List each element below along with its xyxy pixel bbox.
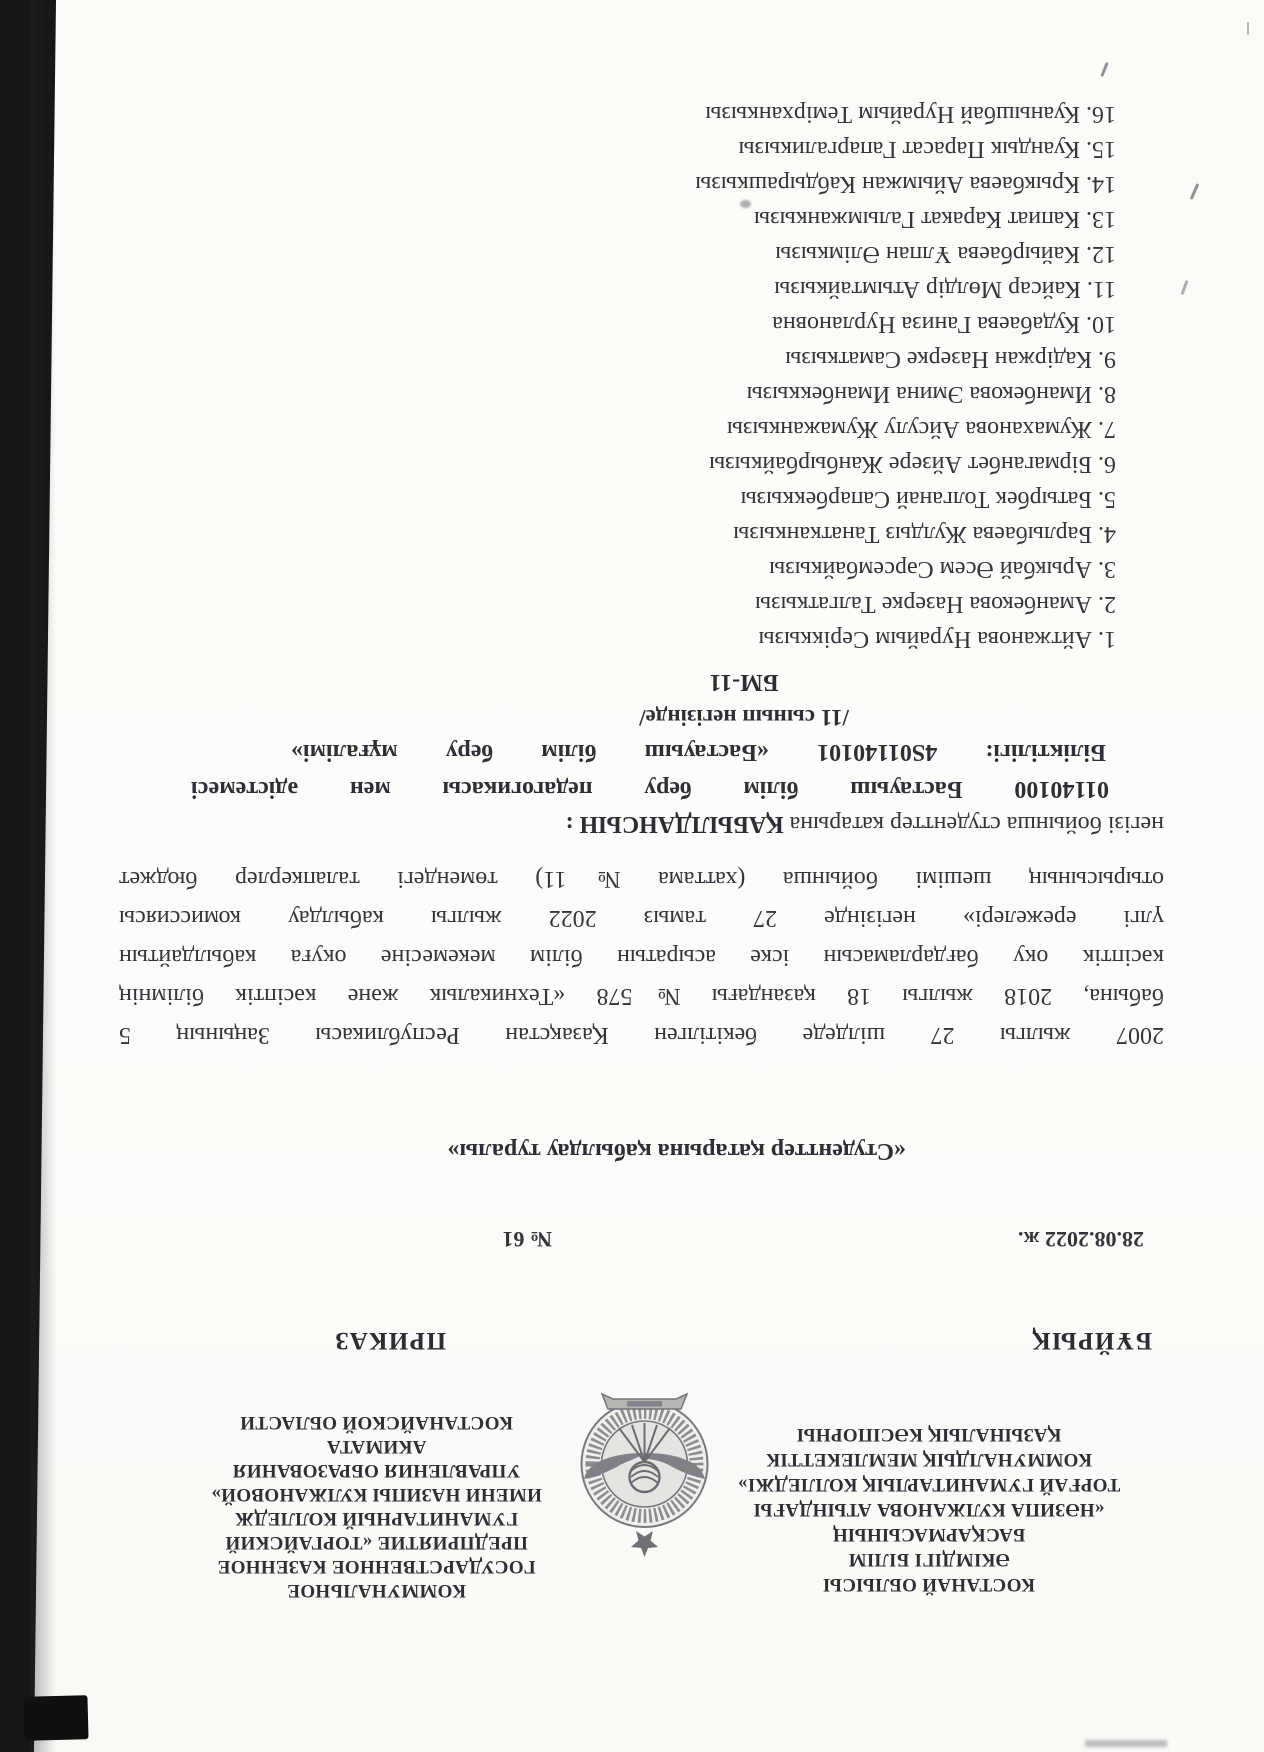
body-final-resolution: ҚАБЫЛДАНСЫН :: [565, 811, 784, 837]
order-date: 28.08.2022 ж.: [1018, 1227, 1144, 1252]
letterhead-ru-line: КОММУНАЛЬНОЕ: [287, 1580, 466, 1601]
body-final-prefix: негізі бойынша студенттер катарына: [783, 811, 1164, 837]
letterhead-ru-line: УПРАВЛЕНИЯ ОБРАЗОВАНИЯ: [232, 1460, 521, 1481]
student-item: 13. Капиат Каракат Галымжанкызы: [754, 206, 1116, 232]
student-item: 2. Аманбекова Назерке Талгаткызы: [755, 591, 1116, 617]
student-item: 14. Крыкбаева Айымжан Кабдырашкызы: [695, 171, 1116, 197]
letterhead-kazakh: [704, 1422, 1154, 1597]
letterhead-ru-line: АКИМАТА: [326, 1436, 427, 1457]
letterhead-ru-line: ПРЕДПРИЯТИЕ «ТОРГАЙСКИЙ: [225, 1532, 528, 1553]
letterhead-ru-line: ИМЕНИ НАЗИПЫ КУЛЖАНОВОЙ»: [211, 1484, 542, 1505]
letterhead-kk-line: БАСҚАРМАСЫНЫҢ: [832, 1524, 1026, 1545]
order-title-kazakh: БҰЙРЫҚ: [1031, 1327, 1152, 1354]
order-title-russian: ПРИКАЗ: [334, 1327, 446, 1354]
student-item: 7. Жумаханова Айсулу Жумажанкызы: [726, 416, 1116, 442]
speciality-line: 01140100 Бастауыш білім беру педагогикасы мен әдістемесі: [191, 776, 1109, 802]
letterhead-ru-line: ГУМАНИТАРНЫЙ КОЛЛЕДЖ: [234, 1508, 519, 1529]
letterhead-ru-line: КОСТАНАЙСКОЙ ОБЛАСТИ: [239, 1412, 514, 1433]
student-item: 6. Бірмаганбет Айзере Жанбырбайкызы: [709, 451, 1116, 477]
body-line: отырысының шешімі бойынша (хаттама №11) төмендегі талапкерлер бюджет: [119, 866, 1164, 892]
letterhead-kk-line: «НӘЗИПА КУЛЖАНОВА АТЫНДАҒЫ: [753, 1499, 1105, 1520]
student-item: 4. Барлыбаева Жулдыз Танатканкызы: [733, 521, 1116, 547]
students-list: [476, 96, 1116, 656]
letterhead-kk-line: ТОРҒАЙ ГУМАНИТАРЛЫҚ КОЛЛЕДЖІ»: [737, 1474, 1121, 1495]
body-final-line: [119, 804, 1164, 843]
student-item: 8. Иманбекова Эмина Иманбеккызы: [746, 381, 1116, 407]
student-item: 9. Кадіржан Назерке Саматкызы: [785, 346, 1116, 372]
body-line: кәсіптік оку бағдарламасын іске асыратын білім мекемесіне окуға кабылдайтын: [119, 944, 1164, 970]
order-number: № 61: [502, 1227, 552, 1252]
letterhead-kk-line: ҚАЗЫНАЛЫҚ КӘСІПОРНЫ: [796, 1424, 1062, 1445]
letterhead-kk-line: КОСТАНАЙ ОБЛЫСЫ: [822, 1574, 1036, 1595]
admission-basis-line: /11 сынып негізінде/: [639, 705, 849, 730]
body-line: 2007 жылгы 27 шілдеде бекітілген Қазақстан Республикасы Заңының 5: [119, 1022, 1164, 1048]
qualification-line: Біліктілігі: 4S01140101 «Бастауыш білім беру мұғалімі»: [291, 739, 1106, 765]
student-item: 10. Кудабаева Ганиза Нурлановна: [772, 311, 1116, 337]
letterhead-russian: [144, 1410, 609, 1602]
letterhead-kk-line: КОММУНАЛДЫҚ МЕМЛЕКЕТТІК: [765, 1449, 1093, 1470]
order-subject: «Студенттер қатарына қабылдау туралы»: [447, 1138, 906, 1164]
student-item: 11. Кайсар Мөлдір Атымтайкызы: [774, 276, 1116, 302]
group-code: БМ-11: [709, 669, 779, 695]
letterhead-kk-line: ӘКІМДІГІ БІЛІМ: [848, 1549, 1010, 1570]
body-line: үлгі ережелері» негізінде 27 тамыз 2022 жылгы кабылдау комиссиясы: [119, 905, 1164, 931]
order-body-text: [119, 804, 1164, 1054]
student-item: 16. Куанышбай Нурайым Темірханкызы: [705, 101, 1116, 127]
student-item: 3. Арыкбай Әсем Сәрсембайкызы: [769, 556, 1116, 582]
student-item: 15. Куандык Парасат Гапаргаликызы: [738, 136, 1116, 162]
body-line: бабына, 2018 жылгы 18 қазандағы №578 «Техникалык және кәсіптік білімнің: [119, 983, 1164, 1009]
student-item: 1. Айтжанова Нурайым Серіккызы: [758, 626, 1116, 652]
student-item: 12. Кайырбаева Ұлпан Әлімкызы: [775, 241, 1116, 267]
student-item: 5. Батырбек Толганай Сапарбеккызы: [740, 486, 1116, 512]
letterhead-ru-line: ГОСУДАРСТВЕННОЕ КАЗЕННОЕ: [217, 1556, 536, 1577]
